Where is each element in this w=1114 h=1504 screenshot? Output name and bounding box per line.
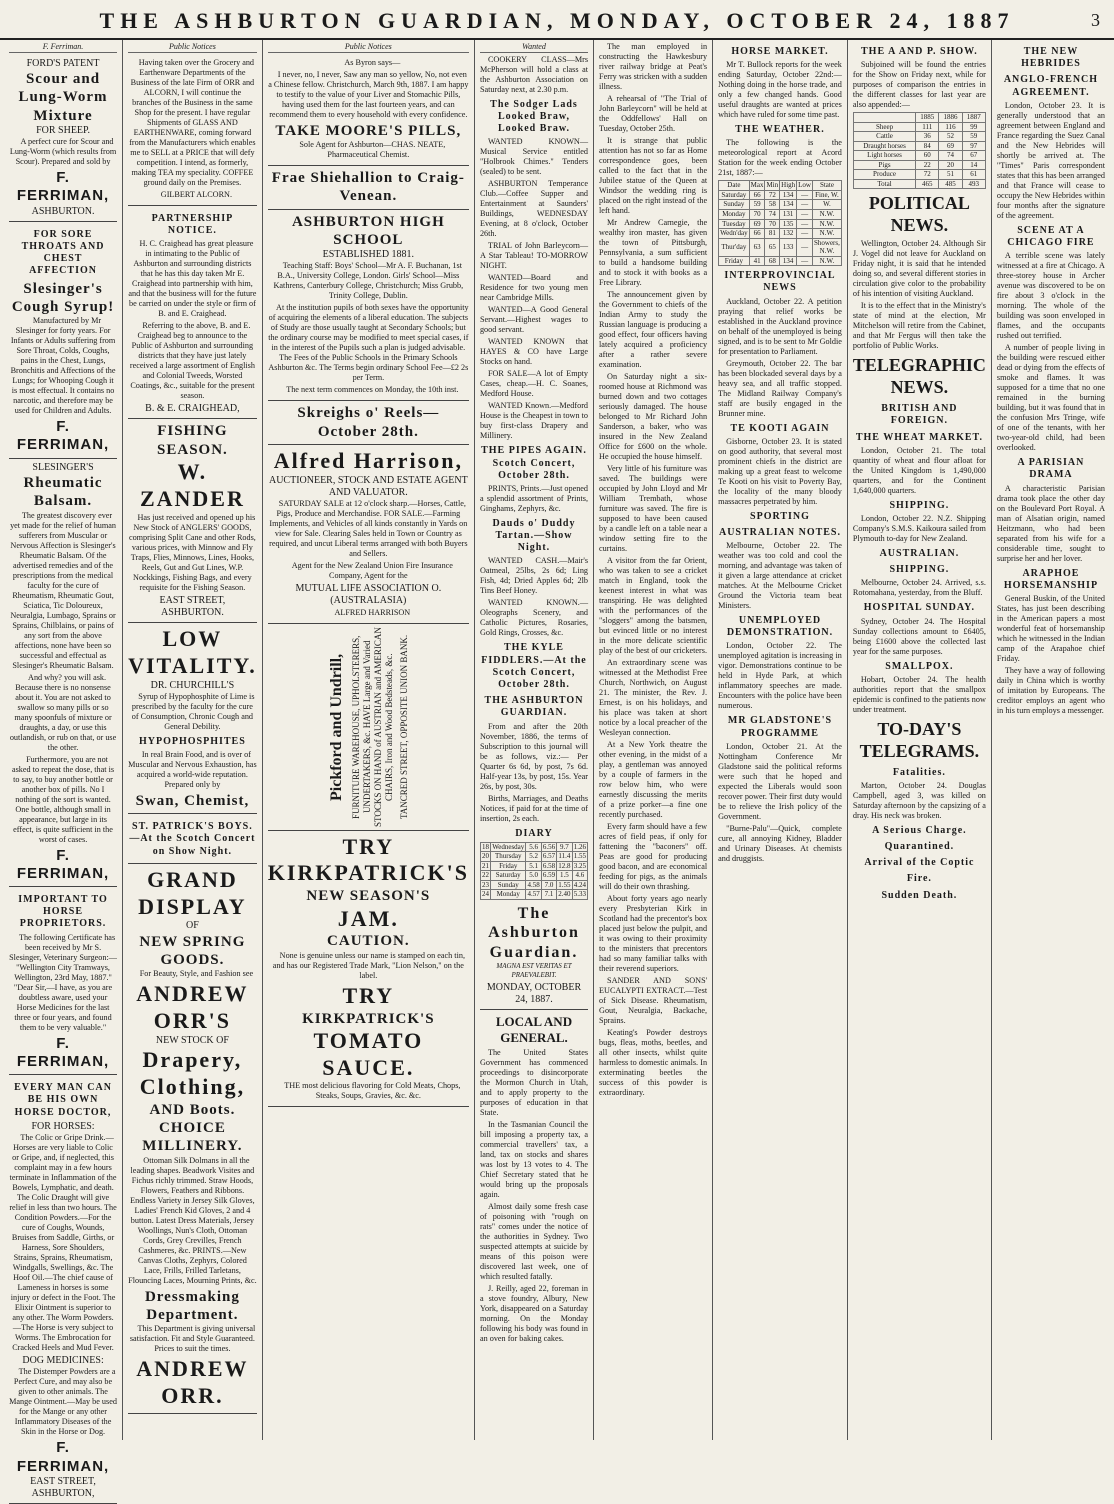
- ad-st-patricks: ST. PATRICK'S BOYS.—At the Scotch Concert on Show Night.: [128, 814, 257, 864]
- ad-gilbert-alcorn: Having taken over the Grocery and Earthenware Departments of the Business of the late Firm of ORR and ALCORN, I will continue the branches of the Business in the same Shop for the present. I have regular Shipments of GLASS AND EARTHENWARE, coming forward from the Manufacturers which enables me to SELL at a PRICE that will defy competition. I intend, as formerly, making TEA my speciality. COFFEE ground daily on the Premises. GILBERT ALCORN.: [128, 55, 257, 206]
- newspaper-title: THE ASHBURTON GUARDIAN, MONDAY, OCTOBER 24, 1887: [99, 8, 1015, 33]
- columns: [4, 40, 1110, 1499]
- ad-high-school: ASHBURTON HIGH SCHOOL ESTABLISHED 1881. Teaching Staff: Boys' School—Mr A. F. Buchanan, 1st B.A., University College, London. Girls' School—Miss Kathrens, Canterbury College, Christchurch; Miss Grubb, Trinity College, Dublin. At the institution pupils of both sexes have the opportunity of acquiring the elements of a liberal education. The subjects of Study are those usually taught at Secondary Schools; but the ordinary course may be modified to meet special cases, if in the interest of the Pupils such a plan is judged advisable. The Fees of the Public Schools in the Primary Schools Ashburton &c. The Terms begin ordinary School Fee—£2 2s per Term. The next term commences on Monday, the 10th inst.: [268, 210, 469, 402]
- ad-fishing-season: FISHING SEASON. W. ZANDER Has just received and opened up his New Stock of ANGLERS' GOODS, comprising Split Cane and other Rods, various prices, with Minnow and Fly Traps, Flies, Minnows, Lines, Hooks, Reels, Gut and Gut Lines, W.P. Nockkings, Fishing Bags, and every requisite for the Fishing Season. EAST STREET, ASHBURTON.: [128, 419, 257, 623]
- weather-table: Date Max Min High Low State Saturday 66 72 134 — Fine, W. Sunday 59 58 134 — W. Monday 70 74 131 — N.W. Tuesday 69 70 135 — N.W. Wedn'day 66 81 132 — N.W. Thur'day 63 65 133 — Showers, N.W. Friday 41 68 134 — N.W.: [720, 181, 840, 265]
- column-4: Wanted COOKERY CLASS—Mrs McPherson will hold a class at the Ashburton Association on Saturday next, at 2.30 p.m. The Sodger Lads Looked Braw, Looked Braw. WANTED KNOWN—Musical Service entitled "Holbrook Chimes." Tenders (sealed) to be sent. ASHBURTON Temperance Club.—Coffee Supper and Entertainment at Saunders' Buildings, WEDNESDAY Evening, at 8 o'clock, October 26th. TRIAL of John Barleycorn—A Star Tableau! TO-MORROW NIGHT. WANTED—Board and Residence for two young men near Cambridge Mills. WANTED—A Good General Servant.—Highest wages to good servant. WANTED KNOWN that HAYES & CO have Large Stocks on hand. FOR SALE—A lot of Empty Cases, cheap.—H. C. Soanes, Medford House. WANTED Known.—Medford House is the Cheapest in town to buy first-class Drapery and Millinery. THE PIPES AGAIN. Scotch Concert, October 28th. PRINTS, Prints.—Just opened a splendid assortment of Prints, Ginghams, Zephyrs, &c. Dauds o' Duddy Tartan.—Show Night. WANTED CASH.—Mair's Oatmeal, 25lbs, 2s 6d; Ling Fish, 4d; Dried Apples 6d; 2lb Tins Beef Honey. WANTED KNOWN.—Oleographs Scenery, and Catholic Pictures, Rosaries, Gold Rings, Crosses, &c. THE KYLE FIDDLERS.—At the Scotch Concert, October 28th. THE ASHBURTON GUARDIAN. From and after the 20th November, 1886, the terms of Subscription to this journal will be as follows, viz.:— Per Quarter 6s 6d, by post, 7s 6d. Half-year 13s, by post, 15s. Year 26s, by post, 30s. Births, Marriages, and Deaths Notices, if paid for at the time of insertion, 2s each. DIARY 18 Wednesday 5.6 6.56 9.7 1.26 20 Thursday 5.2 6.57 11.4 1.55 21 Friday 5.1 6.58 12.8 3.25 22 Saturday 5.0 6.59 1.5 4.6 23 Sunday 4.58 7.0 1.55 4.24 24 Monday 4.57 7.1 2.40 5.33 The Ashburton Guardian. MAGNA EST VERITAS ET PRAEVALEBIT. MONDAY, OCTOBER 24, 1887. LOCAL AND GENERAL. The United States Government has commenced proceedings to disincorporate the Mormon Church in Utah, and to apply property to the purposes of education in that State. In the Tasmanian Council the bill imposing a property tax, a commercial travellers' tax, a land, tax on stocks and shares was lost by 13 votes to 4. The Chief Secretary stated that he would bring up the proposals again. Almost daily some fresh case of poisoning with "rough on rats" comes under the notice of the authorities in Sydney. Two suspected attempts at suicide by means of this poison were discovered last week, one of which resulted fatally. J. Reilly, aged 22, foreman in a stove foundry, Albury, New York, disappeared on a Saturday morning. On the Monday following his body was found in an oven for baking cakes.: [475, 40, 594, 1440]
- column-3: [263, 40, 475, 1440]
- column-header: Public Notices: [128, 42, 257, 53]
- ad-scour-mixture: FORD'S PATENT Scour and Lung-Worm Mixture FOR SHEEP. A perfect cure for Scour and Lung-Worm (which results from Scour). Prepared and sold by F. FERRIMAN, ASHBURTON.: [9, 55, 117, 222]
- ad-moores-pills: As Byron says— I never, no, I never, Saw any man so yellow, No, not even a Chinese fellow. Christchurch, March 9th, 1887. I am happy to testify to the value of your Liver and Stomachic Pills, having used them for the last fourteen years, and can recommend them to every household with every confidence. TAKE MOORE'S PILLS, Sole Agent for Ashburton—CHAS. NEATE, Pharmaceutical Chemist.: [268, 55, 469, 166]
- ad-rheumatic-balsam: SLESINGER'S Rheumatic Balsam. The greatest discovery ever yet made for the relief of human sufferers from Muscular or Nervous Affection is Slesinger's Rheumatic Balsam. Of the advertised remedies and of the prescriptions from the medical faculty for the cure of Rheumatism, Rheumatic Gout, Sciatica, Tic Doloureux, Neuralgia, Lumbago, Sprains or Sprains, Chilblains, or pains of any sort from the above affections, none have been so successful and effectual as Slesinger's Rheumatic Balsam. And why? you will ask. Because there is no nonsense about it. You are not asked to swallow so many pills or so many spoonfuls of mixture or draughts, a day, or use this outlandish, or rub on that, or use the other. Furthermore, you are not asked to repeat the dose, that is to say, to buy another bottle or another box of pills. No I nothing of the sort is wanted. One bottle, although small in appearance, but large in its effect, is quite sufficient in the worst of cases. F. FERRIMAN,: [9, 459, 117, 887]
- column-1: [4, 40, 123, 1499]
- column-5: The man employed in constructing the Hawkesbury river railway bridge at Peat's Ferry was stricken with a sudden illness. A rehearsal of "The Trial of John Barleycorn" will be held at the Oddfellows' Hall on Tuesday, October 25th. It is strange that public attention has not so far as Home correspondence goes, been called to the fact that in the Jubilee statue of the Queen at Windsor the wedding ring is placed on the right instead of the left hand. Mr Andrew Carnegie, the wealthy iron master, has given the town of Pittsburgh, Pennsylvania, a sum sufficient to build a handsome building and to stock it with books as a Free Library. The announcement given by the Government to chiefs of the Indian Army to study the Russian language is producing a good effect, four officers having lately acquired a proficiency after a rather severe examination. On Saturday night a six-roomed house at Richmond was burned down and two cottages seriously damaged. The house belonged to Mr Richard John Sanderson, a baker, who was insured in the New Zealand Office for £600 on the whole. He occupied the house himself. Very little of his furniture was saved. The buildings were occupied by John Lloyd and Mr William Trembath, whose furniture was saved. The fire is supposed to have been caused by a candle left on a table near a window setting fire to the curtains. A visitor from the far Orient, who was taken to see a cricket match in England, took the keenest interest in what was transpiring. He was delighted with the performances of the "sloggers" among the batsmen, but evinced little or no interest in the more delicate scientific play of the best of our cricketers. An extraordinary scene was witnessed at the Methodist Free Church, Northwich, on August 21. The minister, the Rev. J. Ernest, is on his holidays, and his place was taken at short notice by a local preacher of the Wesleyan connection. At a New York theatre the other evening, in the midst of a play, a gentleman was annoyed by a couple of farmers in the row below him, who were earnestly discussing the merits of a prize porker—a fine one recently purchased. Every farm should have a few acres of field peas, if only for fattening the "baconers" off. Peas are good for producing good bacon, and are economical feeding for pigs, as the animals will do their own thrashing. About forty years ago nearly every Presbyterian Kirk in Scotland had the precentor's box placed just below the pulpit, and it was owing to their proximity to the ministers that precentors had so many familiar talks with their reverend superiors. SANDER AND SONS' EUCALYPTI EXTRACT.—Test of Sick Disease. Rheumatism, Gout, Neuralgia, Backache, Sprains. Keating's Powder destroys bugs, fleas, moths, beetles, and all other insects, whilst quite harmless to domestic animals. In exterminating beetles the success of this powder is extraordinary.: [594, 40, 713, 1440]
- column-7: THE A AND P. SHOW. Subjoined will be found the entries for the Show on Friday next, while for purposes of comparison the entries in the different classes for last year are also appended:— 1885 1886 1887 Sheep 111 116 99 Cattle 36 52 59 Draught horses 84 69 97 Light horses 60 74 67 Pigs 22 20 14 Produce 72 51 61 Total 465 485 493 POLITICAL NEWS. Wellington, October 24. Although Sir J. Vogel did not leave for Auckland on Friday night, it is said that he intended doing so, and several different stories in circulation give color to the probability of his intention of visiting Auckland. It is to the effect that in the Ministry's state of mind at the election, Mr Mitchelson will retire from the Cabinet, and that Mr Fergus will then take the portfolio of Public Works. TELEGRAPHIC NEWS. BRITISH AND FOREIGN. THE WHEAT MARKET. London, October 21. The total quantity of wheat and flour afloat for the United Kingdom is 1,490,000 quarters, and for the Continent 1,640,000 quarters. SHIPPING. London, October 22. N.Z. Shipping Company's S.M.S. Kaikoura sailed from Plymouth to-day for New Zealand. AUSTRALIAN. SHIPPING. Melbourne, October 24. Arrived, s.s. Rotomahana, yesterday, from the Bluff. HOSPITAL SUNDAY. Sydney, October 24. The Hospital Sunday collections amount to £6405, being £1600 above the collected last year for the same purposes. SMALLPOX. Hobart, October 24. The health authorities report that the smallpox epidemic is confined to the patients now under treatment. TO-DAY'S TELEGRAMS. Fatalities. Marton, October 24. Douglas Campbell, aged 3, was killed on Saturday afternoon by the capsizing of a dray. His neck was broken. A Serious Charge. Quarantined. Arrival of the Coptic Fire. Sudden Death.: [848, 40, 992, 1440]
- column-8: THE NEW HEBRIDES ANGLO-FRENCH AGREEMENT. London, October 23. It is generally understood that an agreement between England and France regarding the Suez Canal and the New Hebrides will shortly be arrived at. The "Times" Paris correspondent states that this has been arranged and that France will cease to occupy the New Hebrides within four months after the signature of the agreement. SCENE AT A CHICAGO FIRE A terrible scene was lately witnessed at a fire at Chicago. A three-storey house in Archer avenue was discovered to be on fire about 3 o'clock in the morning. The whole of the building was soon enveloped in flames, and the occupants rushed out terrified. A number of people living in the building were rescued either dead or dying from the effects of smoke and flames. It was supposed for a time that no one remained in the burning building, but it was found that in the confusion Mrs Tringe, wife of one of the tenants, with her two-year-old child, had been overlooked. A PARISIAN DRAMA A characteristic Parisian drama took place the other day on the Boulevard Port Royal. A man of Alsatian origin, named Heitzmann, who had been separated from his wife for a considerable time, sought to surprise her and her lover. ARAPHOE HORSEMANSHIP General Buskin, of the United States, has just been describing in the American papers a most wonderful feat of horsemanship which he witnessed in the Indian camp of the Arapahoe chief Friday. They have a way of following daily in China which is worthy of imitation by Europeans. The creditor employs an agent who in his turn employs a messenger.: [996, 46, 1105, 715]
- ad-horse-proprietors: IMPORTANT TO HORSE PROPRIETORS. The following Certificate has been received by Mr S. Slesinger, Veterinary Surgeon:— "Wellington City Tramways, Wellington, 23rd May, 1887." "Dear Sir,—I have, as you are doubtless aware, used your Horse Medicines for the last three or four years, and found them to be very valuable." F. FERRIMAN,: [9, 887, 117, 1075]
- column-header: F. Ferriman.: [9, 42, 117, 53]
- column-6: HORSE MARKET. Mr T. Bullock reports for the week ending Saturday, October 22nd:—Nothing doing in the horse trade, and only a few changed hands. Good useful draughts are wanted at prices which have ruled for some time past. THE WEATHER. The following is the meteorological report at Acord Station for the week ending October 21st, 1887:— Date Max Min High Low State Saturday 66 72 134 — Fine, W. Sunday 59 58 134 — W. Monday 70 74 131 — N.W. Tuesday 69 70 135 — N.W. Wedn'day 66 81 132 — N.W. Thur'day 63 65 133 — Showers, N.W. Friday 41 68 134 — N.W. INTERPROVINCIAL NEWS Auckland, October 22. A petition praying that relief works be established in the Auckland province on behalf of the unemployed is being signed, and is to be sent to Mr Goldie for presentation to Parliament. Greymouth, October 22. The bar has been blockaded several days by a heavy sea, and all traffic stopped. The Midland Railway Company's staff are busily engaged in the Brunner mine. TE KOOTI AGAIN Gisborne, October 23. It is stated on good authority, that several most prominent chiefs in the district are making up a great feast to welcome Te Kooti on his visit to Poverty Bay, the locality of the many bloody massacres perpetrated by him. SPORTING AUSTRALIAN NOTES. Melbourne, October 22. The weather was too cold and cool the morning, and advantage was taken of it given a large attendance at cricket matches. At the Melbourne Cricket Ground the Victoria team beat Ministers. UNEMPLOYED DEMONSTRATION. London, October 22. The unemployed agitation is increasing in vigor. Demonstrations continue to be held in Hyde Park, at which inflammatory speeches are made. Encounters with the police have been numerous. MR GLADSTONE'S PROGRAMME London, October 21. At the Nottingham Conference Mr Gladstone said the political reforms were such that he hoped and expected the Liberals would soon recover power. Their first duty would be to relieve the Irish policy of the Government. "Burne-Palu"—Quick, complete cure, all annoying Kidney, Bladder and Urinary Diseases. At chemists and druggists.: [713, 40, 848, 1440]
- ad-kirkpatrick-jam: TRY KIRKPATRICK'S NEW SEASON'S JAM. CAUTION. None is genuine unless our name is stamped on each tin, and has our Registered Trade Mark, "Lion Nelson," on the label. TRY KIRKPATRICK'S TOMATO SAUCE. THE most delicious flavoring for Cold Meats, Chops, Steaks, Soups, Gravies, &c. &c.: [268, 831, 469, 1108]
- column-header: Public Notices: [268, 42, 469, 53]
- ad-andrew-orr: GRAND DISPLAY OF NEW SPRING GOODS. For Beauty, Style, and Fashion see ANDREW ORR'S NEW STOCK OF Drapery, Clothing, AND Boots. CHOICE MILLINERY. Ottoman Silk Dolmans in all the leading shapes. Beadwork Visites and Fichus richly trimmed. Straw Hoods, Flowers, Feathers and Ribbons. Endless Variety in Jersey Silk Gloves, Ladies' French Kid Gloves, 2 and 4 button. Latest Dress Materials, Jersey Woollings, Nun's Cloth, Ottoman Cords, Grey Crevilles, French Cashmeres, &c. PRINTS.—New Canvas Cloths, Zephyrs, Colored Lace, Frills, Frilled Tarletans, Flouncing Laces, Mourning Prints, &c. Dressmaking Department. This Department is giving universal satisfaction. Fit and Style Guaranteed. Prices to suit the times. ANDREW ORR.: [128, 864, 257, 1414]
- masthead: [0, 0, 1114, 40]
- ad-harrison: Alfred Harrison, AUCTIONEER, STOCK AND ESTATE AGENT AND VALUATOR. SATURDAY SALE at 12 o'clock sharp.—Horses, Cattle, Pigs, Produce and Merchandise. FOR SALE.—Farming Implements, and Vehicles of all kinds constantly in Yards on view for Sale. Clearing Sales held in Town or Country as required, and uncut Liberal terms arranged with both Buyers and Sellers. Agent for the New Zealand Union Fire Insurance Company, Agent for the MUTUAL LIFE ASSOCIATION O. (AUSTRALASIA) ALFRED HARRISON: [268, 445, 469, 624]
- show-entries-table: 1885 1886 1887 Sheep 111 116 99 Cattle 36 52 59 Draught horses 84 69 97 Light horses 60 74 67 Pigs 22 20 14 Produce 72 51 61 Total 465 485 493: [853, 112, 986, 189]
- column-header: Wanted: [480, 42, 588, 53]
- ad-low-vitality: LOW VITALITY. DR. CHURCHILL'S Syrup of Hypophosphite of Lime is prescribed by the faculty for the cure of Consumption, Chronic Cough and General Debility. HYPOPHOSPHITES In real Brain Food, and is over of Muscular and Nervous Exhaustion, has acquired a world-wide reputation. Prepared only by Swan, Chemist,: [128, 623, 257, 814]
- ad-cough-syrup: FOR SORE THROATS AND CHEST AFFECTION Slesinger's Cough Syrup! Manufactured by Mr Slesinger for forty years. For Infants or Adults suffering from Sore Throat, Colds, Coughs, pains in the Chest, Lungs, Bronchitis and Affections of the Lungs; for Whooping Cough it is most effectual. It contains no narcotic, and therefore may be used for Children and Adults. F. FERRIMAN,: [9, 222, 117, 459]
- ad-skreighs: Skreighs o' Reels—October 28th.: [268, 401, 469, 445]
- ad-pickford: Pickford and Undrill, FURNITURE WAREHOUSE, UPHOLSTERERS, UNDERTAKERS, &c. HAVE Large and Varied STOCKS ON HAND of AUSTRIAN and AMERICAN CHAIRS, Iron and Wood Bedsteads, &c. TANCRED STREET, OPPOSITE UNION BANK.: [268, 624, 469, 831]
- diary-table: 18 Wednesday 5.6 6.56 9.7 1.26 20 Thursday 5.2 6.57 11.4 1.55 21 Friday 5.1 6.58 12.8 3.25 22 Saturday 5.0 6.59 1.5 4.6 23 Sunday 4.58 7.0 1.55 4.24 24 Monday 4.57 7.1 2.40 5.33: [481, 842, 586, 899]
- ad-horse-doctor: EVERY MAN CAN BE HIS OWN HORSE DOCTOR, FOR HORSES: The Colic or Gripe Drink.—Horses are very liable to Colic or Gripe, and, if neglected, this complaint may in a few hours terminate in Inflammation of the Bowels, Lymphatic, and death. The Colic Draught will give relief in less than two hours. The Condition Powders.—For the cure of Coughs, Wounds, Bruises from Saddle, Girths, or Harness, Sore Shoulders, Strains, Sprains, Rheumatism, Windgalls, Swellings, &c. The Hoof Oil.—The chief cause of Lameness in horses is some injury or defect in the Foot. The Elixir Ointment is superior to any other. The Worm Powders.—The Horse is very subject to Worms. The Embrocation for Cracked Heels and Mud Fever. DOG MEDICINES: The Distemper Powders are a Perfect Cure, and may also be given to other animals. The Mange Ointment.—May be used for the Mange or any other Inflammatory Diseases of the Skin in the Horse or Dog. F. FERRIMAN, EAST STREET, ASHBURTON,: [9, 1075, 117, 1504]
- ad-partnership: PARTNERSHIP NOTICE. H. C. Craighead has great pleasure in intimating to the Public of Ashburton and surrounding districts that he has this day taken Mr E. Craighead into partnership with him, and that the business will for the future be carried on under the style or firm of B. and E. Craighead. Referring to the above, B. and E. Craighead beg to announce to the Public of Ashburton and surrounding districts that they have just lately received a large assortment of English and Colonial Tweeds, Worsted Coatings, &c., suitable for the present season. B. & E. CRAIGHEAD,: [128, 206, 257, 420]
- ad-frae: Frae Shiehallion to Craig-Venean.: [268, 166, 469, 210]
- column-2: [123, 40, 263, 1440]
- page-number: 3: [1091, 10, 1100, 30]
